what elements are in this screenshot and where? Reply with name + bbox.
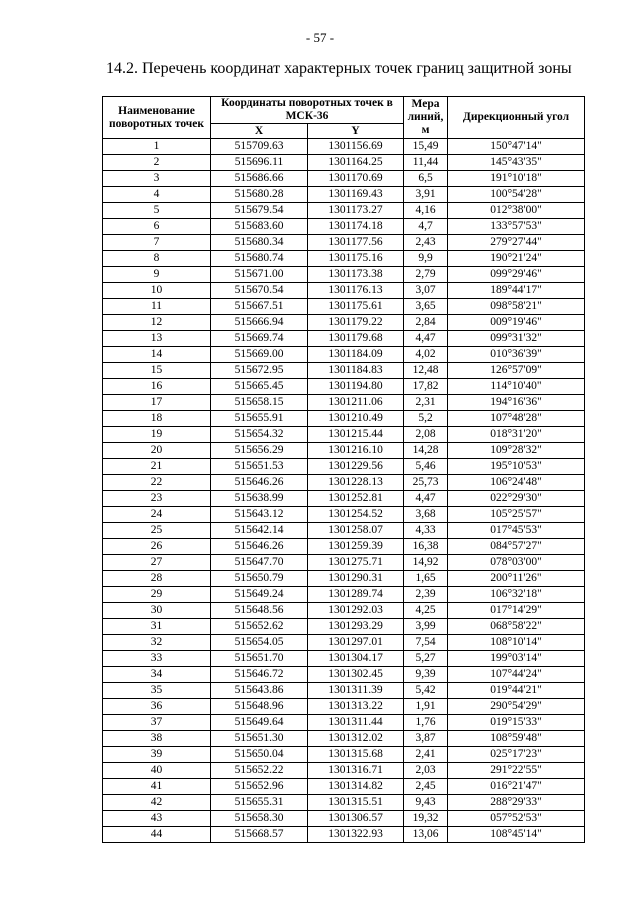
cell-point-number: 27 (103, 555, 211, 571)
cell-bearing: 189°44'17" (448, 283, 585, 299)
table-row (103, 635, 585, 651)
cell-y: 1301316.71 (308, 763, 404, 779)
page-number: - 57 - (305, 30, 335, 45)
cell-bearing: 025°17'23" (448, 747, 585, 763)
table-row (103, 555, 585, 571)
cell-bearing: 108°10'14" (448, 635, 585, 651)
table-header (103, 97, 585, 139)
table-row (103, 507, 585, 523)
cell-y: 1301173.38 (308, 267, 404, 283)
table-row (103, 715, 585, 731)
cell-bearing: 145°43'35" (448, 155, 585, 171)
cell-line-length: 4,25 (404, 603, 448, 619)
table-row (103, 395, 585, 411)
cell-point-number: 8 (103, 251, 211, 267)
cell-bearing: 098°58'21" (448, 299, 585, 315)
cell-x: 515696.11 (211, 155, 308, 171)
table-row (103, 747, 585, 763)
cell-line-length: 19,32 (404, 811, 448, 827)
cell-line-length: 1,76 (404, 715, 448, 731)
cell-x: 515668.57 (211, 827, 308, 843)
table-row (103, 603, 585, 619)
cell-y: 1301259.39 (308, 539, 404, 555)
cell-point-number: 3 (103, 171, 211, 187)
cell-point-number: 31 (103, 619, 211, 635)
cell-bearing: 109°28'32" (448, 443, 585, 459)
cell-y: 1301252.81 (308, 491, 404, 507)
table-row (103, 363, 585, 379)
cell-y: 1301177.56 (308, 235, 404, 251)
cell-line-length: 2,84 (404, 315, 448, 331)
cell-x: 515643.86 (211, 683, 308, 699)
cell-line-length: 1,65 (404, 571, 448, 587)
table-row (103, 315, 585, 331)
table-row (103, 491, 585, 507)
cell-y: 1301306.57 (308, 811, 404, 827)
cell-y: 1301313.22 (308, 699, 404, 715)
cell-point-number: 42 (103, 795, 211, 811)
cell-bearing: 194°16'36" (448, 395, 585, 411)
cell-point-number: 10 (103, 283, 211, 299)
cell-x: 515651.70 (211, 651, 308, 667)
cell-line-length: 14,28 (404, 443, 448, 459)
cell-line-length: 3,65 (404, 299, 448, 315)
cell-x: 515646.72 (211, 667, 308, 683)
section-title: 14.2. Перечень координат характерных точек границ защитной зоны (106, 60, 572, 77)
cell-y: 1301322.93 (308, 827, 404, 843)
cell-x: 515683.60 (211, 219, 308, 235)
cell-bearing: 106°24'48" (448, 475, 585, 491)
cell-x: 515642.14 (211, 523, 308, 539)
cell-line-length: 4,16 (404, 203, 448, 219)
cell-line-length: 4,47 (404, 491, 448, 507)
cell-x: 515651.53 (211, 459, 308, 475)
cell-x: 515646.26 (211, 475, 308, 491)
cell-point-number: 21 (103, 459, 211, 475)
cell-line-length: 3,91 (404, 187, 448, 203)
cell-x: 515656.29 (211, 443, 308, 459)
cell-line-length: 4,02 (404, 347, 448, 363)
cell-line-length: 4,47 (404, 331, 448, 347)
table-row (103, 811, 585, 827)
cell-line-length: 3,68 (404, 507, 448, 523)
cell-x: 515667.51 (211, 299, 308, 315)
table-row (103, 251, 585, 267)
table-row (103, 667, 585, 683)
table-row (103, 475, 585, 491)
cell-point-number: 36 (103, 699, 211, 715)
cell-x: 515666.94 (211, 315, 308, 331)
cell-bearing: 106°32'18" (448, 587, 585, 603)
cell-x: 515670.54 (211, 283, 308, 299)
table-row (103, 699, 585, 715)
header-x: X (211, 124, 308, 139)
cell-point-number: 28 (103, 571, 211, 587)
cell-y: 1301156.69 (308, 139, 404, 155)
header-bearing: Дирекционный угол (448, 97, 585, 139)
cell-x: 515680.74 (211, 251, 308, 267)
cell-bearing: 199°03'14" (448, 651, 585, 667)
cell-x: 515680.28 (211, 187, 308, 203)
table-row (103, 795, 585, 811)
cell-line-length: 17,82 (404, 379, 448, 395)
cell-y: 1301275.71 (308, 555, 404, 571)
table-row (103, 571, 585, 587)
cell-x: 515650.04 (211, 747, 308, 763)
cell-x: 515709.63 (211, 139, 308, 155)
cell-y: 1301164.25 (308, 155, 404, 171)
table-row (103, 331, 585, 347)
cell-point-number: 35 (103, 683, 211, 699)
coordinates-table (102, 96, 585, 843)
cell-bearing: 291°22'55" (448, 763, 585, 779)
cell-line-length: 2,39 (404, 587, 448, 603)
table-row (103, 443, 585, 459)
cell-y: 1301297.01 (308, 635, 404, 651)
cell-line-length: 3,87 (404, 731, 448, 747)
cell-y: 1301315.68 (308, 747, 404, 763)
cell-line-length: 12,48 (404, 363, 448, 379)
cell-line-length: 16,38 (404, 539, 448, 555)
cell-x: 515652.96 (211, 779, 308, 795)
cell-y: 1301184.83 (308, 363, 404, 379)
cell-y: 1301210.49 (308, 411, 404, 427)
table-row (103, 155, 585, 171)
cell-bearing: 010°36'39" (448, 347, 585, 363)
cell-point-number: 17 (103, 395, 211, 411)
cell-bearing: 107°44'24" (448, 667, 585, 683)
table-row (103, 619, 585, 635)
cell-bearing: 019°15'33" (448, 715, 585, 731)
cell-point-number: 6 (103, 219, 211, 235)
cell-y: 1301170.69 (308, 171, 404, 187)
cell-point-number: 18 (103, 411, 211, 427)
cell-point-number: 4 (103, 187, 211, 203)
cell-bearing: 190°21'24" (448, 251, 585, 267)
table-row (103, 523, 585, 539)
table-body (103, 139, 585, 843)
cell-point-number: 16 (103, 379, 211, 395)
cell-x: 515669.74 (211, 331, 308, 347)
cell-point-number: 11 (103, 299, 211, 315)
cell-x: 515650.79 (211, 571, 308, 587)
header-point-name: Наименование поворотных точек (103, 97, 211, 139)
cell-y: 1301175.16 (308, 251, 404, 267)
cell-point-number: 12 (103, 315, 211, 331)
cell-y: 1301179.22 (308, 315, 404, 331)
cell-x: 515638.99 (211, 491, 308, 507)
cell-line-length: 2,43 (404, 235, 448, 251)
cell-point-number: 2 (103, 155, 211, 171)
cell-x: 515649.24 (211, 587, 308, 603)
cell-y: 1301292.03 (308, 603, 404, 619)
cell-bearing: 068°58'22" (448, 619, 585, 635)
cell-bearing: 108°45'14" (448, 827, 585, 843)
cell-point-number: 37 (103, 715, 211, 731)
cell-point-number: 1 (103, 139, 211, 155)
cell-y: 1301254.52 (308, 507, 404, 523)
cell-y: 1301311.39 (308, 683, 404, 699)
cell-line-length: 2,03 (404, 763, 448, 779)
table-row (103, 779, 585, 795)
cell-point-number: 41 (103, 779, 211, 795)
table-row (103, 763, 585, 779)
table-row (103, 187, 585, 203)
cell-point-number: 25 (103, 523, 211, 539)
cell-bearing: 099°29'46" (448, 267, 585, 283)
cell-x: 515679.54 (211, 203, 308, 219)
table-row (103, 219, 585, 235)
cell-bearing: 290°54'29" (448, 699, 585, 715)
cell-bearing: 019°44'21" (448, 683, 585, 699)
cell-y: 1301229.56 (308, 459, 404, 475)
cell-bearing: 114°10'40" (448, 379, 585, 395)
cell-point-number: 29 (103, 587, 211, 603)
cell-y: 1301194.80 (308, 379, 404, 395)
cell-y: 1301169.43 (308, 187, 404, 203)
cell-x: 515655.91 (211, 411, 308, 427)
cell-point-number: 20 (103, 443, 211, 459)
cell-point-number: 22 (103, 475, 211, 491)
cell-line-length: 2,45 (404, 779, 448, 795)
cell-point-number: 19 (103, 427, 211, 443)
cell-bearing: 107°48'28" (448, 411, 585, 427)
cell-line-length: 15,49 (404, 139, 448, 155)
cell-bearing: 279°27'44" (448, 235, 585, 251)
table-row (103, 539, 585, 555)
cell-bearing: 016°21'47" (448, 779, 585, 795)
cell-line-length: 2,41 (404, 747, 448, 763)
cell-point-number: 30 (103, 603, 211, 619)
cell-line-length: 13,06 (404, 827, 448, 843)
cell-y: 1301258.07 (308, 523, 404, 539)
cell-x: 515648.96 (211, 699, 308, 715)
table-row (103, 411, 585, 427)
cell-point-number: 40 (103, 763, 211, 779)
cell-point-number: 7 (103, 235, 211, 251)
cell-x: 515649.64 (211, 715, 308, 731)
cell-line-length: 5,46 (404, 459, 448, 475)
cell-y: 1301174.18 (308, 219, 404, 235)
cell-bearing: 150°47'14" (448, 139, 585, 155)
cell-line-length: 6,5 (404, 171, 448, 187)
cell-bearing: 099°31'32" (448, 331, 585, 347)
cell-y: 1301211.06 (308, 395, 404, 411)
cell-x: 515652.22 (211, 763, 308, 779)
cell-y: 1301175.61 (308, 299, 404, 315)
cell-line-length: 5,27 (404, 651, 448, 667)
cell-line-length: 4,7 (404, 219, 448, 235)
header-y: Y (308, 124, 404, 139)
cell-y: 1301289.74 (308, 587, 404, 603)
cell-bearing: 191°10'18" (448, 171, 585, 187)
table-row (103, 235, 585, 251)
cell-line-length: 7,54 (404, 635, 448, 651)
cell-y: 1301228.13 (308, 475, 404, 491)
cell-y: 1301173.27 (308, 203, 404, 219)
cell-x: 515654.05 (211, 635, 308, 651)
cell-line-length: 1,91 (404, 699, 448, 715)
table-row (103, 651, 585, 667)
cell-line-length: 25,73 (404, 475, 448, 491)
cell-line-length: 14,92 (404, 555, 448, 571)
cell-line-length: 2,79 (404, 267, 448, 283)
cell-y: 1301315.51 (308, 795, 404, 811)
cell-bearing: 108°59'48" (448, 731, 585, 747)
cell-point-number: 24 (103, 507, 211, 523)
cell-x: 515648.56 (211, 603, 308, 619)
table-row (103, 283, 585, 299)
cell-bearing: 133°57'53" (448, 219, 585, 235)
cell-x: 515652.62 (211, 619, 308, 635)
table-row (103, 299, 585, 315)
cell-line-length: 5,2 (404, 411, 448, 427)
cell-y: 1301312.02 (308, 731, 404, 747)
cell-y: 1301215.44 (308, 427, 404, 443)
cell-line-length: 3,99 (404, 619, 448, 635)
cell-x: 515647.70 (211, 555, 308, 571)
cell-point-number: 14 (103, 347, 211, 363)
cell-point-number: 34 (103, 667, 211, 683)
table-row (103, 731, 585, 747)
cell-x: 515669.00 (211, 347, 308, 363)
cell-line-length: 9,9 (404, 251, 448, 267)
cell-y: 1301216.10 (308, 443, 404, 459)
cell-point-number: 43 (103, 811, 211, 827)
header-coordinates: Координаты поворотных точек в МСК-36 (211, 97, 404, 124)
cell-bearing: 017°14'29" (448, 603, 585, 619)
cell-line-length: 4,33 (404, 523, 448, 539)
cell-bearing: 017°45'53" (448, 523, 585, 539)
cell-bearing: 126°57'09" (448, 363, 585, 379)
cell-y: 1301179.68 (308, 331, 404, 347)
header-line-length: Мера линий, м (404, 97, 448, 139)
table-row (103, 267, 585, 283)
cell-bearing: 078°03'00" (448, 555, 585, 571)
cell-point-number: 44 (103, 827, 211, 843)
cell-x: 515655.31 (211, 795, 308, 811)
cell-x: 515651.30 (211, 731, 308, 747)
cell-line-length: 3,07 (404, 283, 448, 299)
cell-y: 1301302.45 (308, 667, 404, 683)
cell-point-number: 5 (103, 203, 211, 219)
cell-point-number: 23 (103, 491, 211, 507)
cell-bearing: 022°29'30" (448, 491, 585, 507)
cell-point-number: 38 (103, 731, 211, 747)
cell-point-number: 15 (103, 363, 211, 379)
cell-bearing: 105°25'57" (448, 507, 585, 523)
cell-bearing: 012°38'00" (448, 203, 585, 219)
cell-line-length: 5,42 (404, 683, 448, 699)
cell-point-number: 26 (103, 539, 211, 555)
cell-x: 515654.32 (211, 427, 308, 443)
cell-line-length: 9,39 (404, 667, 448, 683)
cell-x: 515672.95 (211, 363, 308, 379)
cell-y: 1301176.13 (308, 283, 404, 299)
cell-bearing: 195°10'53" (448, 459, 585, 475)
table-row (103, 683, 585, 699)
cell-bearing: 200°11'26" (448, 571, 585, 587)
cell-x: 515646.26 (211, 539, 308, 555)
cell-x: 515643.12 (211, 507, 308, 523)
cell-bearing: 057°52'53" (448, 811, 585, 827)
cell-point-number: 9 (103, 267, 211, 283)
cell-y: 1301311.44 (308, 715, 404, 731)
cell-line-length: 2,31 (404, 395, 448, 411)
table-row (103, 587, 585, 603)
cell-line-length: 11,44 (404, 155, 448, 171)
table-row (103, 347, 585, 363)
cell-bearing: 084°57'27" (448, 539, 585, 555)
table-row (103, 139, 585, 155)
cell-x: 515686.66 (211, 171, 308, 187)
table-row (103, 379, 585, 395)
table-row (103, 827, 585, 843)
cell-x: 515680.34 (211, 235, 308, 251)
cell-y: 1301184.09 (308, 347, 404, 363)
table-row (103, 459, 585, 475)
cell-y: 1301304.17 (308, 651, 404, 667)
cell-bearing: 009°19'46" (448, 315, 585, 331)
cell-y: 1301293.29 (308, 619, 404, 635)
table-row (103, 427, 585, 443)
cell-x: 515665.45 (211, 379, 308, 395)
cell-x: 515658.15 (211, 395, 308, 411)
table-row (103, 203, 585, 219)
table-row (103, 171, 585, 187)
cell-x: 515671.00 (211, 267, 308, 283)
cell-y: 1301290.31 (308, 571, 404, 587)
cell-bearing: 288°29'33" (448, 795, 585, 811)
cell-line-length: 9,43 (404, 795, 448, 811)
cell-bearing: 018°31'20" (448, 427, 585, 443)
cell-point-number: 13 (103, 331, 211, 347)
cell-line-length: 2,08 (404, 427, 448, 443)
cell-point-number: 39 (103, 747, 211, 763)
cell-bearing: 100°54'28" (448, 187, 585, 203)
cell-x: 515658.30 (211, 811, 308, 827)
cell-point-number: 32 (103, 635, 211, 651)
cell-point-number: 33 (103, 651, 211, 667)
cell-y: 1301314.82 (308, 779, 404, 795)
